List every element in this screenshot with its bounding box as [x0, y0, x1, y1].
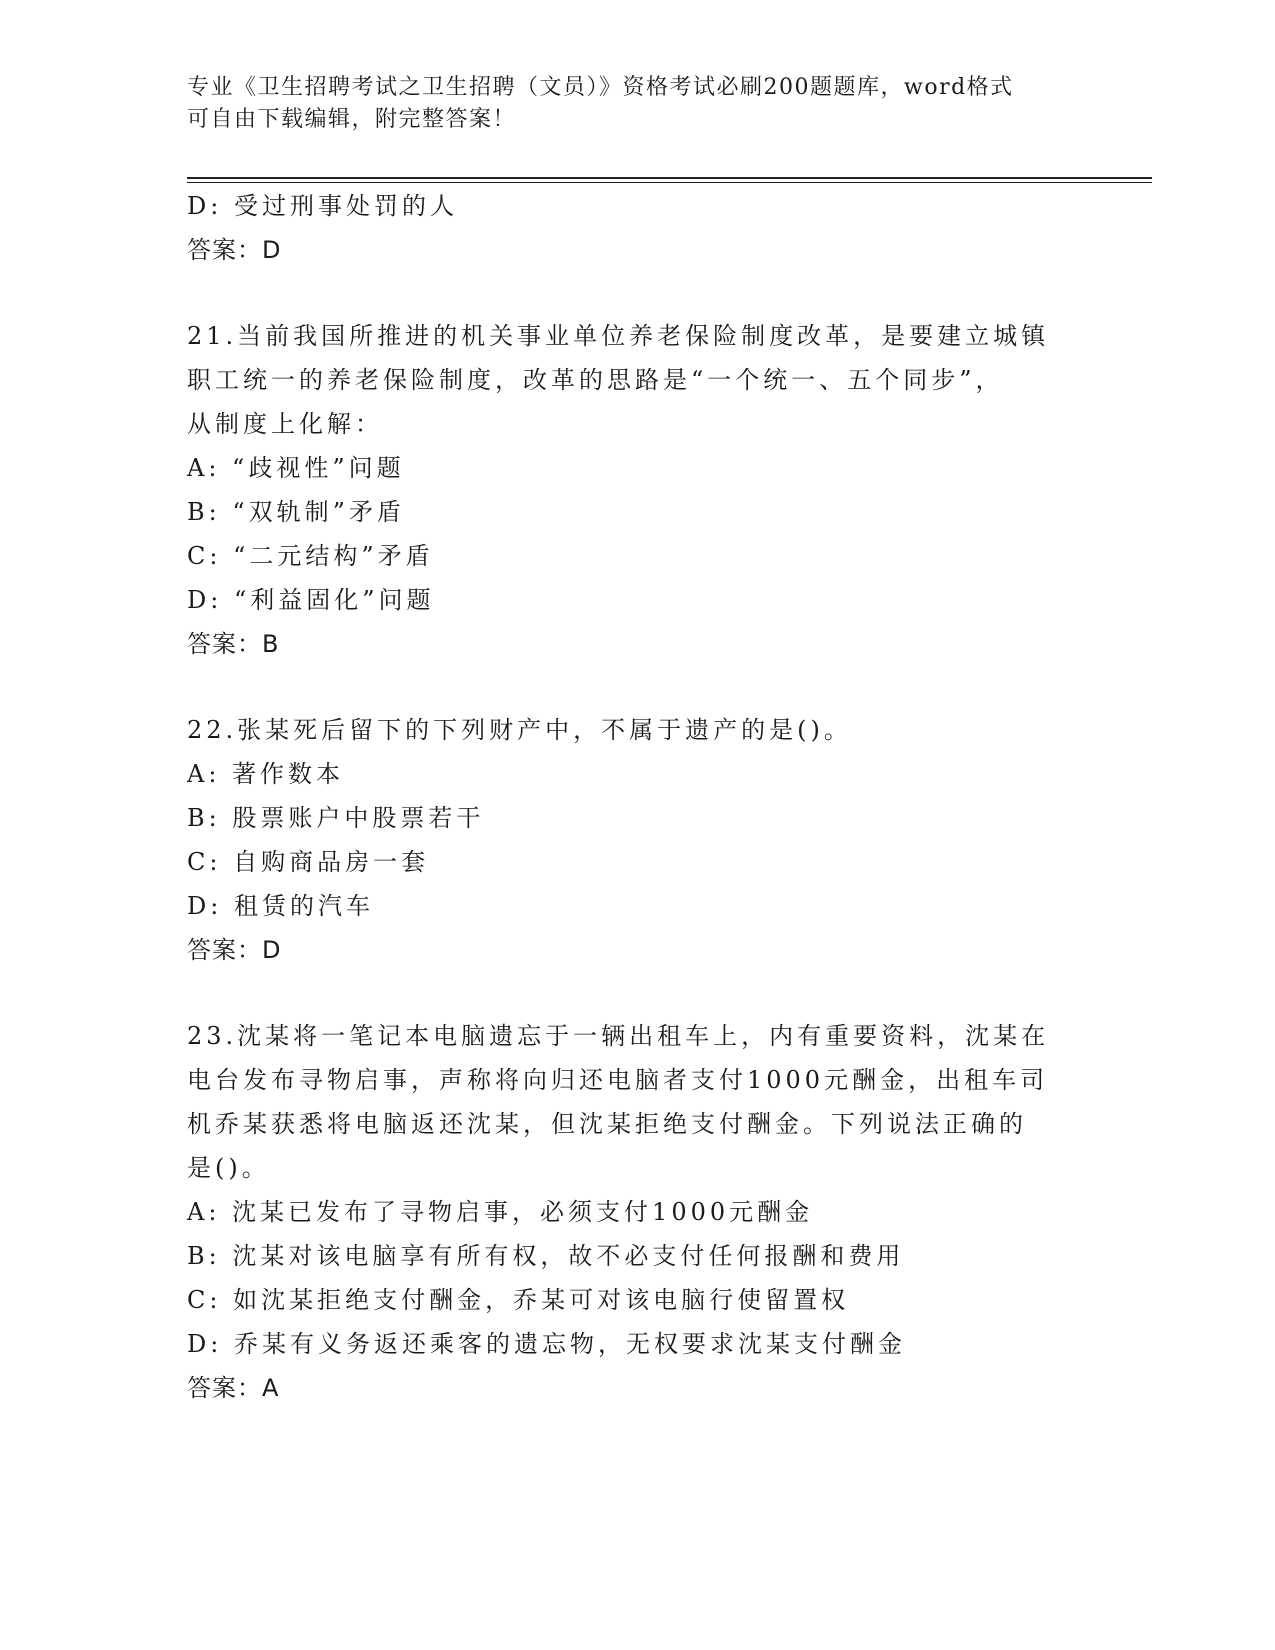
q21-option-b: B: “双轨制”矛盾 [187, 498, 405, 526]
q21-stem-line-2: 职工统一的养老保险制度，改革的思路是“一个统一、五个同步”， [187, 366, 1004, 394]
q21-option-c: C: “二元结构”矛盾 [187, 542, 434, 570]
q23-stem-line-1: 23.沈某将一笔记本电脑遗忘于一辆出租车上，内有重要资料，沈某在 [187, 1022, 1050, 1050]
q23-option-b: B: 沈某对该电脑享有所有权，故不必支付任何报酬和费用 [187, 1242, 905, 1270]
q23-stem-line-3: 机乔某获悉将电脑返还沈某，但沈某拒绝支付酬金。下列说法正确的 [187, 1110, 1027, 1138]
q21-stem-line-1: 21.当前我国所推进的机关事业单位养老保险制度改革，是要建立城镇 [187, 322, 1050, 350]
q22-answer: 答案：D [187, 936, 282, 964]
document-header [187, 72, 1087, 136]
q21-answer: 答案：B [187, 630, 280, 658]
q22-option-d: D: 租赁的汽车 [187, 892, 374, 920]
q23-option-a: A: 沈某已发布了寻物启事，必须支付1000元酬金 [187, 1198, 814, 1226]
q22-stem-line-1: 22.张某死后留下的下列财产中，不属于遗产的是()。 [187, 716, 852, 744]
q23-stem-line-2: 电台发布寻物启事，声称将向归还电脑者支付1000元酬金，出租车司 [187, 1066, 1049, 1094]
q21-stem-line-3: 从制度上化解： [187, 410, 383, 438]
header-rule-thick [187, 177, 1152, 179]
q23-option-c: C: 如沈某拒绝支付酬金，乔某可对该电脑行使留置权 [187, 1286, 850, 1314]
q21-option-a: A: “歧视性”问题 [187, 454, 405, 482]
q21-option-d: D: “利益固化”问题 [187, 586, 435, 614]
header-line-1: 专业《卫生招聘考试之卫生招聘（文员）》资格考试必刷200题题库，word格式 [187, 75, 1014, 100]
header-line-2: 可自由下载编辑，附完整答案！ [187, 107, 517, 132]
q22-option-c: C: 自购商品房一套 [187, 848, 430, 876]
prev-answer: 答案：D [187, 236, 282, 264]
q22-option-b: B: 股票账户中股票若干 [187, 804, 485, 832]
q23-stem-line-4: 是()。 [187, 1154, 270, 1182]
prev-option-d: D: 受过刑事处罚的人 [187, 192, 458, 220]
q23-option-d: D: 乔某有义务返还乘客的遗忘物，无权要求沈某支付酬金 [187, 1330, 906, 1358]
header-rule-thin [187, 182, 1152, 183]
q23-answer: 答案：A [187, 1374, 280, 1402]
q22-option-a: A: 著作数本 [187, 760, 345, 788]
